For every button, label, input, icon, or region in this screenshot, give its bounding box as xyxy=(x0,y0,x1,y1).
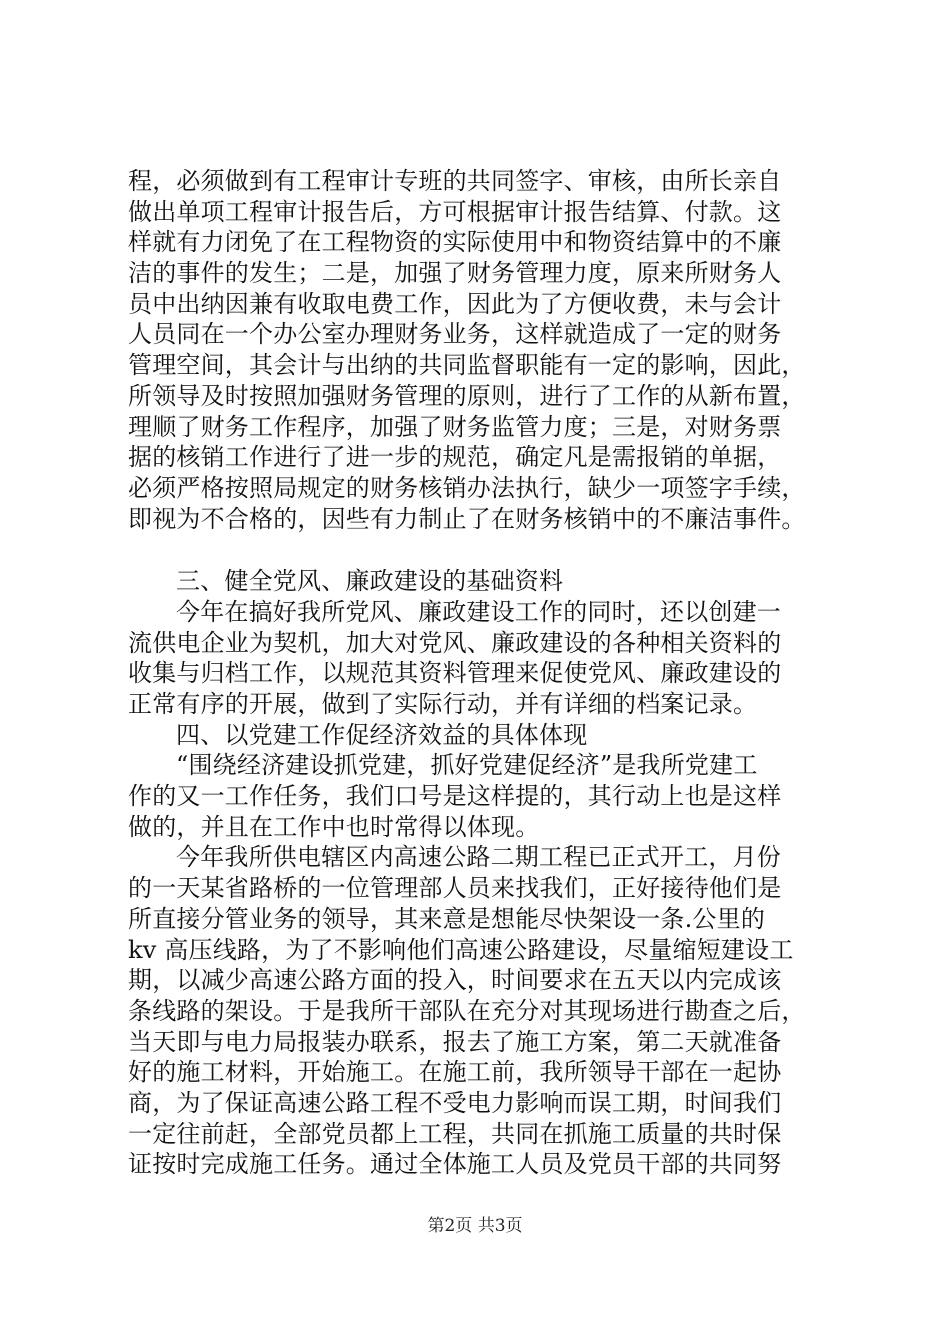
body-line: 据的核销工作进行了进一步的规范，确定凡是需报销的单据， xyxy=(128,443,782,472)
section-heading: 四、以党建工作促经济效益的具体体现 xyxy=(176,720,588,749)
body-line: 证按时完成施工任务。通过全体施工人员及党员干部的共同努 xyxy=(128,1150,782,1179)
body-line: 商，为了保证高速公路工程不受电力影响而误工期，时间我们 xyxy=(128,1088,782,1117)
body-line: 当天即与电力局报装办联系，报去了施工方案，第二天就准备 xyxy=(128,1027,782,1056)
body-line: 做的，并且在工作中也时常得以体现。 xyxy=(128,812,540,841)
body-line: 做出单项工程审计报告后，方可根据审计报告结算、付款。这 xyxy=(128,197,782,226)
body-line: 正常有序的开展，做到了实际行动，并有详细的档案记录。 xyxy=(128,690,758,718)
body-line: 洁的事件的发生；二是，加强了财务管理力度，原来所财务人 xyxy=(128,259,782,288)
body-line: 样就有力闭免了在工程物资的实际使用中和物资结算中的不廉 xyxy=(128,228,782,257)
body-line: 作的又一工作任务，我们口号是这样提的，其行动上也是这样 xyxy=(128,782,782,811)
body-line: 人员同在一个办公室办理财务业务，这样就造成了一定的财务 xyxy=(128,320,782,349)
body-line: 即视为不合格的，因些有力制止了在财务核销中的不廉洁事件。 xyxy=(128,504,806,533)
body-line: kv 高压线路，为了不影响他们高速公路建设，尽量缩短建设工 xyxy=(128,935,794,964)
body-line: 期，以减少高速公路方面的投入，时间要求在五天以内完成该 xyxy=(128,966,782,995)
page-footer: 第2页 共3页 xyxy=(427,1216,523,1236)
body-line: 理顺了财务工作程序，加强了财务监管力度；三是，对财务票 xyxy=(128,412,782,441)
body-line: “围绕经济建设抓党建，抓好党建促经济”是我所党建工 xyxy=(176,751,758,780)
body-line: 收集与归档工作，以规范其资料管理来促使党风、廉政建设的 xyxy=(128,659,782,688)
body-line: 流供电企业为契机，加大对党风、廉政建设的各种相关资料的 xyxy=(128,628,782,657)
paragraph-gap xyxy=(128,534,828,566)
body-line: 条线路的架设。于是我所干部队在充分对其现场进行勘查之后， xyxy=(128,996,806,1025)
body-line: 所领导及时按照加强财务管理的原则，进行了工作的从新布置， xyxy=(128,381,806,410)
document-body xyxy=(128,166,828,1180)
body-line: 必须严格按照局规定的财务核销办法执行，缺少一项签字手续， xyxy=(128,473,806,502)
section-heading: 三、健全党风、廉政建设的基础资料 xyxy=(176,567,564,596)
body-line: 今年我所供电辖区内高速公路二期工程已正式开工，月份 xyxy=(176,843,781,872)
body-line: 一定往前赶，全部党员都上工程，共同在抓施工质量的共时保 xyxy=(128,1119,782,1148)
body-line: 员中出纳因兼有收取电费工作，因此为了方便收费，未与会计 xyxy=(128,289,782,318)
body-line: 今年在搞好我所党风、廉政建设工作的同时，还以创建一 xyxy=(176,597,781,626)
body-line: 所直接分管业务的领导，其来意是想能尽快架设一条.公里的 xyxy=(128,904,766,933)
body-line: 好的施工材料，开始施工。在施工前，我所领导干部在一起协 xyxy=(128,1058,782,1087)
body-line: 的一天某省路桥的一位管理部人员来找我们，正好接待他们是 xyxy=(128,874,782,903)
body-line: 程，必须做到有工程审计专班的共同签字、审核，由所长亲自 xyxy=(128,167,782,195)
body-line: 管理空间，其会计与出纳的共同监督职能有一定的影响，因此， xyxy=(128,351,806,380)
